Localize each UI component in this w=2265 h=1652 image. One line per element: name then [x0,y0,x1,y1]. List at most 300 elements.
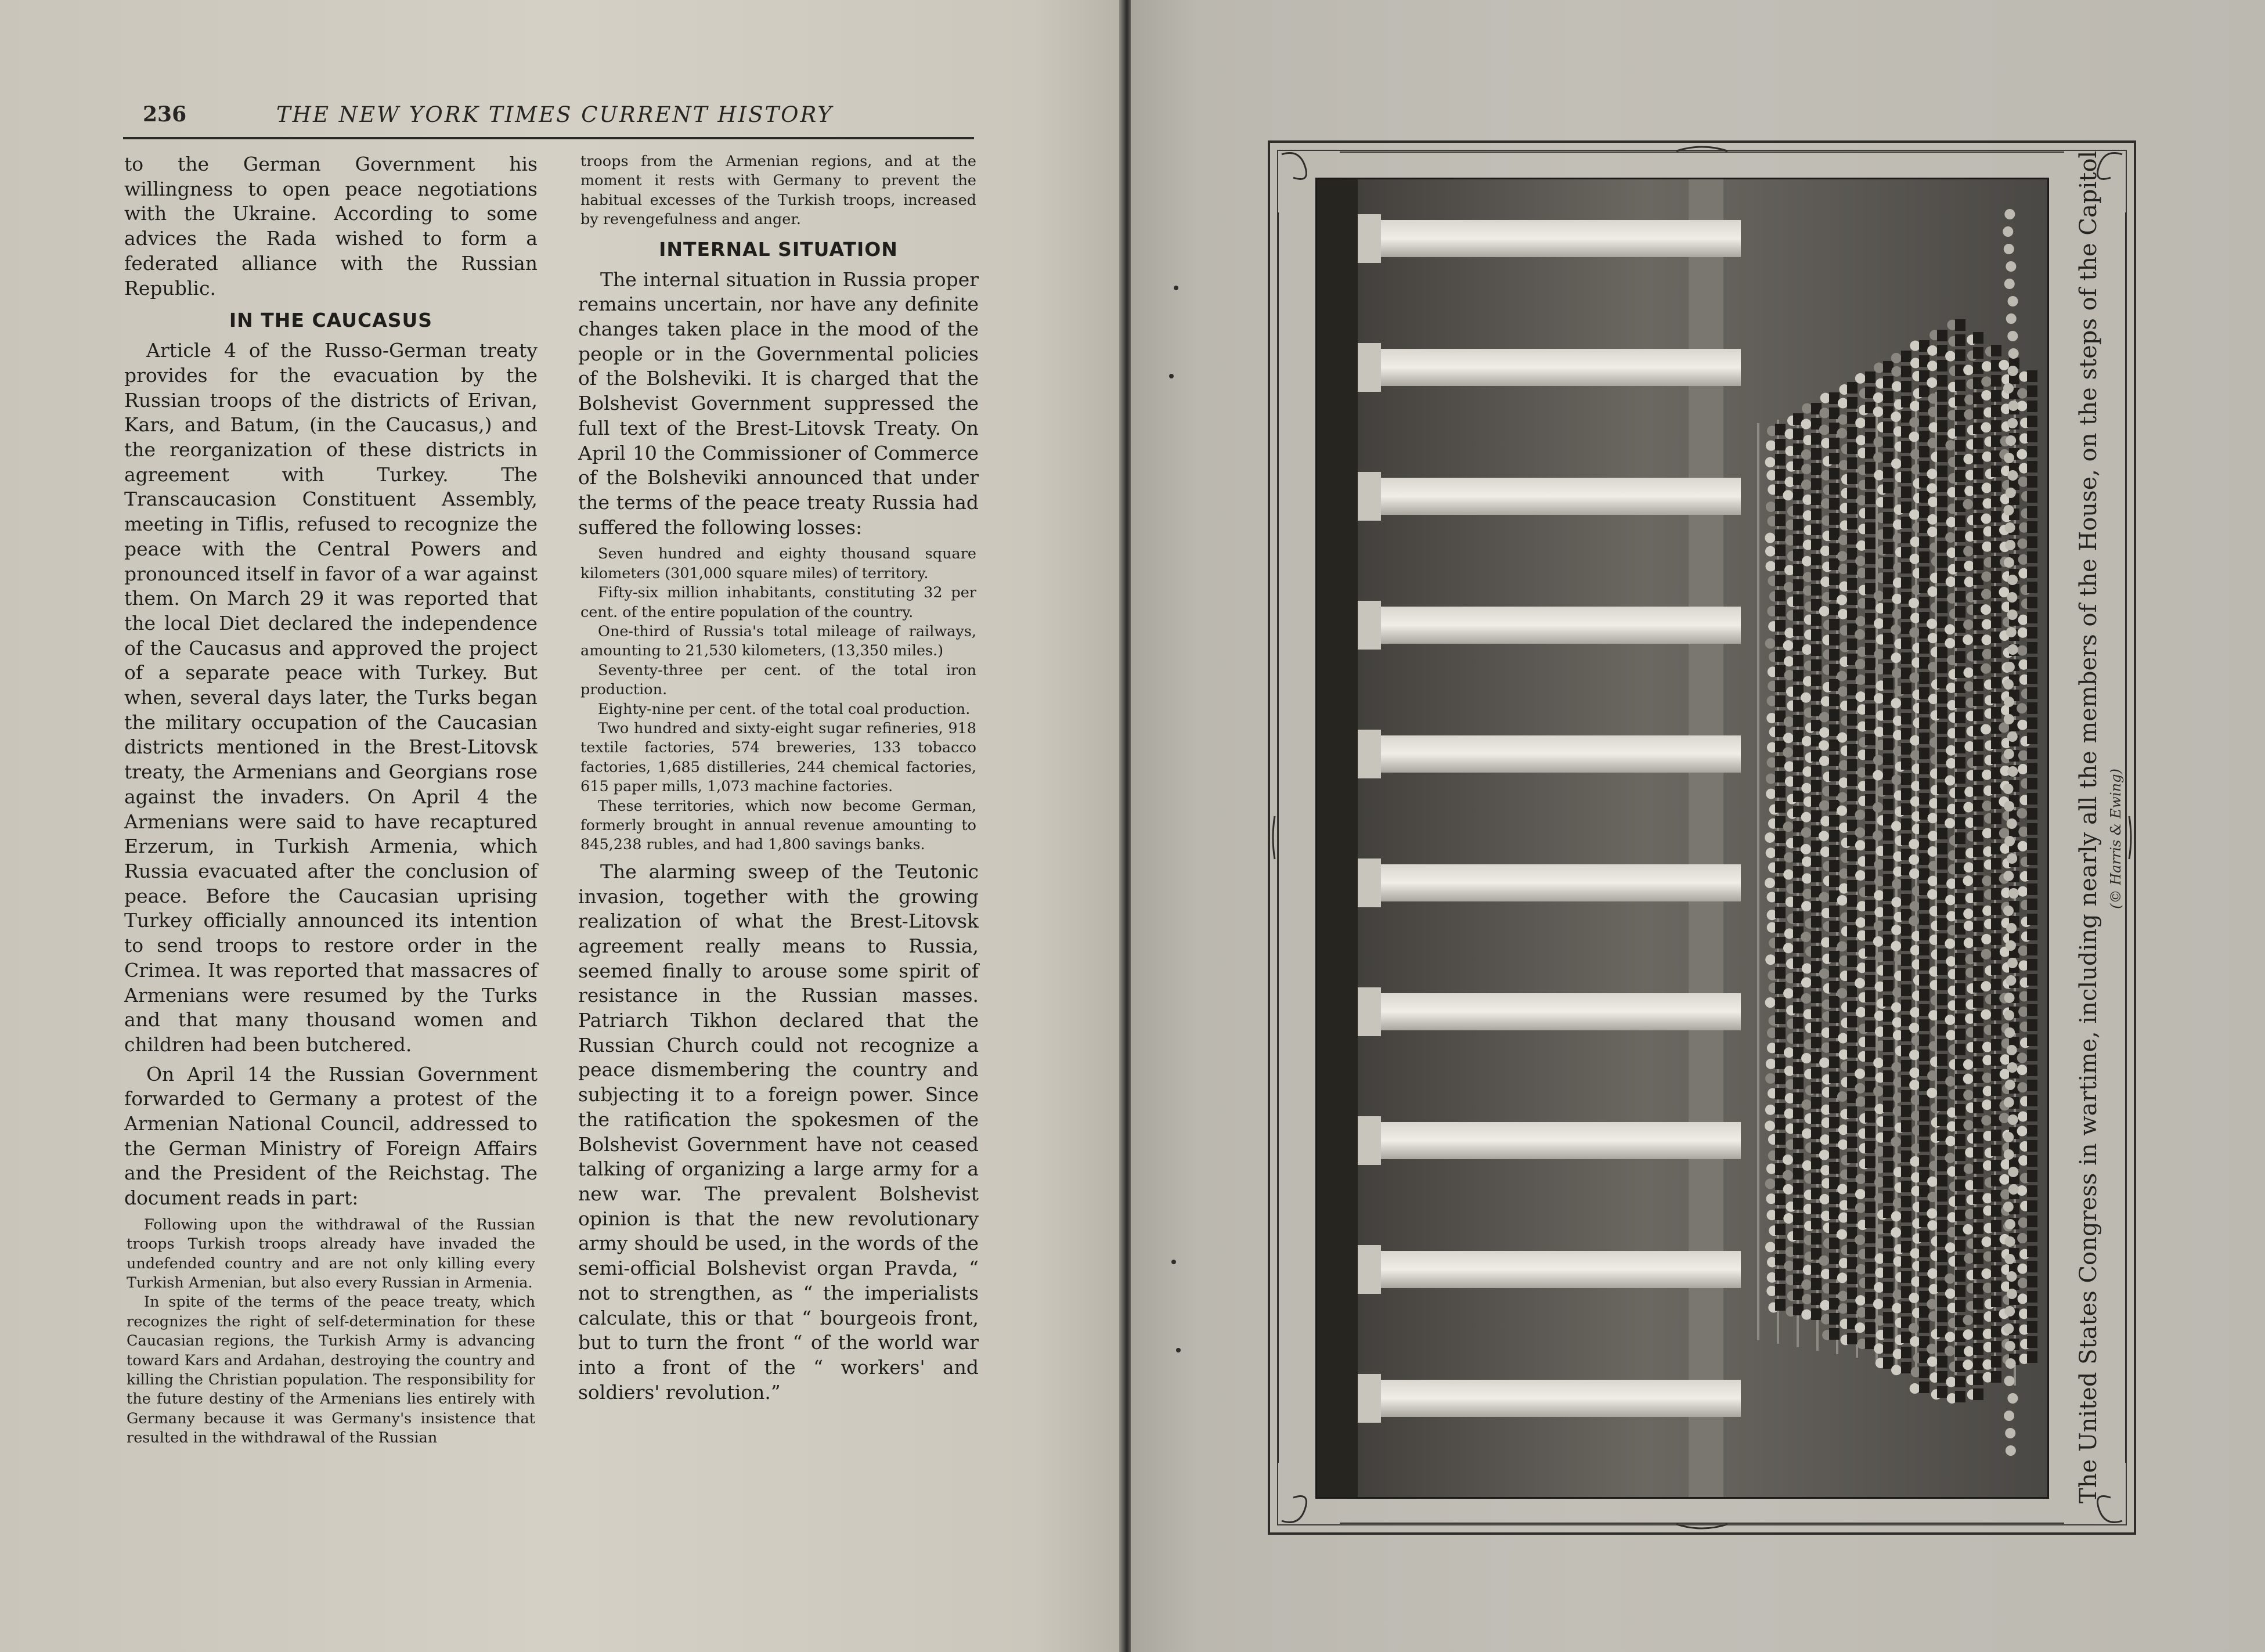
crowd-figure [1891,459,1902,469]
crowd-figure [1801,419,1811,430]
crowd-figure-body [1883,950,1893,961]
crowd-figure-body [1865,870,1876,881]
crowd-figure [1891,821,1902,831]
crowd-figure [2006,435,2016,446]
crowd-figure [1801,844,1811,854]
crowd-figure [1837,428,1847,438]
crowd-figure-body [1829,1238,1840,1249]
crowd-figure [1945,440,1956,450]
crowd-figure [2007,731,2018,742]
crowd-figure [1784,670,1795,680]
left-column [124,152,538,1448]
crowd-figure [1819,1256,1829,1266]
crowd-figure-body [1991,1024,2001,1036]
crowd-figure [2004,244,2014,254]
crowd-figure [1927,438,1938,448]
crowd-figure-body [1793,866,1804,878]
crowd-figure [1909,839,1919,849]
crowd-figure [1964,921,1974,931]
crowd-figure-body [1793,1138,1804,1149]
crowd-figure [1801,827,1812,838]
crowd-figure-body [2027,672,2037,684]
crowd-figure-body [1811,765,1822,777]
crowd-figure-body [1829,1041,1840,1053]
crowd-figure-body [1955,712,1965,723]
crowd-figure [1765,878,1775,888]
crowd-figure-body [1865,1126,1876,1138]
crowd-figure-body [1901,607,1911,619]
crowd-figure-body [1937,390,1947,402]
crowd-figure-body [2027,612,2037,623]
crowd-figure [1855,1189,1866,1199]
crowd-figure [1855,1235,1865,1245]
crowd-figure [1982,1073,1992,1083]
crowd-figure [1801,978,1812,988]
crowd-figure [2005,1219,2015,1229]
crowd-figure [1802,963,1812,973]
crowd-figure-body [1847,850,1858,861]
crowd-figure-body [1811,976,1822,988]
crowd-figure-body [1829,528,1840,540]
crowd-figure [1874,1343,1884,1354]
crowd-figure-body [1829,483,1840,495]
crowd-figure-body [1829,468,1840,479]
crowd-figure-body [1793,579,1804,591]
crowd-figure-body [1865,1202,1876,1213]
crowd-figure [1765,954,1776,965]
crowd-figure-body [1829,438,1840,449]
crowd-figure-body [1973,453,1983,464]
section-heading-internal: INTERNAL SITUATION [659,237,898,261]
crowd-figure-body [1901,984,1911,996]
crowd-figure [1909,417,1920,428]
crowd-figure-body [1937,1250,1947,1262]
crowd-figure-body [2027,974,2037,986]
crowd-figure [2017,1082,2028,1092]
crowd-figure [1855,629,1865,640]
crowd-figure-body [1865,568,1876,579]
crowd-figure-body [1847,789,1858,801]
crowd-figure [1874,470,1884,481]
crowd-figure-body [1829,649,1840,661]
crowd-figure-body [1865,1262,1876,1274]
crowd-figure-body [1847,1001,1858,1012]
crowd-figure-body [1991,1265,2001,1277]
crowd-figure [2004,557,2014,568]
crowd-figure [1963,875,1973,886]
crowd-figure-body [1973,1056,1983,1068]
crowd-figure [1801,901,1812,911]
crowd-figure-body [1901,1090,1911,1102]
crowd-figure [1945,624,1955,634]
crowd-figure-body [1811,1278,1822,1290]
crowd-figure [2006,940,2016,951]
crowd-figure-body [1883,1312,1893,1323]
crowd-figure-body [1829,830,1840,842]
crowd-figure-body [1973,709,1983,721]
crowd-figure [1945,775,1956,786]
crowd-figure-body [1937,1039,1947,1051]
crowd-figure-body [1865,809,1876,821]
crowd-figure-body [1793,1198,1804,1210]
crowd-figure [1910,901,1920,911]
crowd-figure-body [1919,1004,1929,1016]
crowd-figure-body [1901,969,1911,981]
crowd-figure [1909,1023,1920,1033]
crowd-figure-body [2027,763,2037,774]
crowd-figure [2007,418,2018,428]
crowd-figure-body [1955,349,1965,361]
crowd-figure-body [1991,677,2001,688]
crowd-figure [1856,1007,1866,1018]
crowd-figure-body [1973,966,1983,978]
crowd-figure [1819,727,1830,738]
capitol-column [1369,607,1741,644]
paragraph: The internal situation in Russia proper remains uncertain, nor have any definite changes taken place in the mood of the people or in the Governmental policies of the Bolsheviki. It is charged that the Bolshevist Government suppressed the full text of the Brest-Litovsk Treaty. On April 10 the Commissioner of Commerce of the Bolsheviki announced that under the terms of the peace treaty Russia had suffered the following losses: [578,268,979,539]
crowd-figure-body [1955,1044,1965,1055]
crowd-figure-body [1775,997,1786,1009]
crowd-figure-body [1955,968,1965,980]
crowd-figure-body [1919,1080,1929,1091]
crowd-figure-body [1793,942,1804,953]
crowd-figure-body [1973,906,1983,917]
crowd-figure [1982,1099,1992,1110]
crowd-figure-body [1901,954,1911,966]
crowd-figure-body [1991,601,2001,613]
crowd-figure-body [1973,1026,1983,1038]
crowd-figure-body [2027,778,2037,789]
crowd-figure-body [1775,756,1786,767]
crowd-figure [1909,868,1920,879]
crowd-figure [1963,365,1974,375]
crowd-figure [1783,870,1794,880]
crowd-figure-body [1775,1118,1786,1130]
crowd-figure [1765,997,1776,1008]
crowd-figure-body [1991,843,2001,854]
crowd-figure-body [1829,634,1840,645]
crowd-figure [1801,1310,1812,1320]
crowd-figure-body [1829,1117,1840,1128]
crowd-figure-body [1793,594,1804,606]
crowd-figure-body [1973,1102,1983,1113]
crowd-figure [1856,674,1866,685]
crowd-figure-body [1811,720,1822,731]
crowd-figure-body [1883,1070,1893,1082]
crowd-figure-body [2027,1095,2037,1106]
crowd-figure-body [2027,899,2037,910]
crowd-figure [1910,401,1920,412]
crowd-figure [1928,497,1938,507]
crowd-figure [1963,1074,1974,1084]
crowd-figure-body [1901,818,1911,830]
crowd-figure [1837,671,1847,681]
crowd-figure [2006,1445,2016,1456]
crowd-figure-body [1847,940,1858,952]
crowd-figure-body [1775,424,1786,435]
crowd-figure-body [1955,1285,1965,1297]
crowd-figure-body [1919,1155,1929,1167]
crowd-figure [1964,409,1974,420]
crowd-figure-body [1919,1382,1929,1393]
crowd-figure-body [1811,946,1822,958]
crowd-figure-body [1865,538,1876,549]
column-capital [1358,1116,1381,1165]
crowd-figure [2007,592,2017,603]
crowd-figure [1963,546,1974,557]
crowd-figure-body [1829,407,1840,419]
crowd-figure-body [1793,1153,1804,1164]
crowd-figure-body [1793,791,1804,802]
crowd-figure [1909,1067,1920,1078]
crowd-figure [1838,1291,1848,1301]
crowd-figure [2008,1114,2018,1125]
header-rule [123,137,974,139]
crowd-figure-body [1955,561,1965,572]
crowd-figure-body [1811,856,1822,867]
crowd-figure-body [1829,558,1840,570]
crowd-figure [1909,1293,1919,1303]
crowd-figure [1963,908,1974,919]
crowd-figure [1928,846,1938,857]
crowd-figure-body [1883,467,1893,478]
crowd-figure [2004,1027,2015,1038]
crowd-figure-body [1829,996,1840,1008]
crowd-figure [1891,1062,1902,1073]
crowd-figure-body [1901,366,1911,377]
crowd-figure [1945,939,1955,949]
crowd-figure-body [1811,644,1822,656]
crowd-figure-body [2027,944,2037,955]
crowd-figure [1892,668,1902,679]
crowd-figure-body [1937,360,1947,371]
crowd-figure-body [1829,906,1840,917]
crowd-figure [1783,640,1794,651]
crowd-figure [1784,582,1794,592]
crowd-figure [1910,536,1921,547]
crowd-figure-body [1883,1116,1893,1127]
crowd-figure [1910,1156,1920,1167]
crowd-figure [1910,1007,1920,1018]
crowd-figure-body [1937,752,1947,764]
crowd-figure [1801,783,1812,793]
crowd-figure [1891,366,1902,377]
crowd-figure-body [1793,1258,1804,1270]
crowd-figure-body [1973,921,1983,932]
crowd-figure-body [1955,606,1965,618]
crowd-figure-body [2027,431,2037,442]
paragraph: The alarming sweep of the Teutonic invasion, together with the growing realization of what the Brest-Litovsk agreement really means to Russia, seemed finally to arouse some spirit of resistance in the Russian masses. Patriarch Tikhon declared that the Russian Church could not recognize a peace dismembering the country and subjecting it to a foreign power. Since the ratification the spokesmen of the Bolshevist Government have not ceased talking of organizing a large army for a new war. The prevalent Bolshevist opinion is that the new revolutionary army should be used, in the words of the semi-official Bolshevist organ Pravda, “ not to strengthen, as “ the imperialists calculate, this or that “ bourgeois front, but to turn the front “ of the world war into a front of the “ workers' and soldiers' revolution.” [578,860,979,1404]
crowd-figure-body [2027,1080,2037,1091]
crowd-figure [1766,441,1776,451]
crowd-figure [1927,360,1938,371]
crowd-figure [1874,1282,1884,1293]
crowd-figure-body [1775,877,1786,888]
crowd-figure-body [1919,597,1929,608]
crowd-figure [1856,1096,1866,1107]
crowd-figure-body [1811,1203,1822,1214]
crowd-figure-body [1919,944,1929,955]
crowd-figure-body [1919,1019,1929,1031]
crowd-figure-body [1793,1092,1804,1104]
crowd-figure-body [1865,1217,1876,1228]
column-capital [1358,1245,1381,1294]
crowd-figure [1927,1208,1937,1218]
crowd-figure-body [1883,557,1893,569]
crowd-figure-body [1865,719,1876,730]
crowd-figure-body [1847,457,1858,469]
column-capital [1358,343,1381,392]
crowd-figure-body [1883,1085,1893,1097]
crowd-figure-body [1883,844,1893,856]
crowd-figure-body [1865,1066,1876,1077]
crowd-figure [1838,686,1848,697]
crowd-figure-body [1901,1226,1911,1238]
crowd-figure-body [1901,939,1911,951]
crowd-figure-body [1919,823,1929,835]
crowd-figure-body [1883,437,1893,448]
crowd-figure-body [1829,1283,1840,1294]
crowd-figure-body [1991,1130,2001,1141]
crowd-figure-body [1865,794,1876,806]
crowd-figure-body [1991,752,2001,764]
crowd-figure [1928,407,1938,417]
crowd-figure-body [1775,1224,1786,1235]
crowd-figure [2006,975,2016,986]
crowd-figure-body [1955,787,1965,799]
crowd-figure [1784,1047,1794,1058]
crowd-figure-body [1883,723,1893,735]
crowd-figure [1802,1128,1812,1139]
crowd-figure-body [1955,1104,1965,1116]
crowd-figure-body [1865,553,1876,564]
crowd-figure-body [1937,1356,1947,1368]
crowd-figure-body [1883,738,1893,750]
crowd-figure [1784,1261,1794,1271]
crowd-figure-body [1955,893,1965,904]
crowd-figure-body [1901,652,1911,664]
crowd-figure-body [1865,900,1876,911]
crowd-figure-body [1829,453,1840,464]
crowd-figure [1927,586,1938,597]
crowd-figure-body [1865,1020,1876,1032]
crowd-figure [1945,1153,1955,1163]
crowd-figure [2007,1289,2017,1299]
crowd-figure [1855,810,1866,820]
crowd-figure-body [2027,491,2037,503]
crowd-figure-body [1937,511,1947,522]
crowd-figure [1819,831,1829,841]
crowd-figure-body [2027,385,2037,397]
crowd-figure [1766,502,1776,512]
crowd-figure-body [1811,1067,1822,1079]
crowd-figure-body [1901,471,1911,483]
crowd-figure [1873,452,1884,463]
crowd-figure-body [2027,687,2037,699]
crowd-figure [1801,464,1812,474]
crowd-figure-body [1991,1250,2001,1262]
crowd-figure-body [1775,620,1786,632]
crowd-figure [2004,453,2014,463]
crowd-figure-body [1901,441,1911,453]
crowd-figure-body [1919,717,1929,729]
crowd-figure-body [1955,832,1965,844]
crowd-figure-body [1919,567,1929,578]
crowd-figure-body [1901,1150,1911,1162]
crowd-figure-body [1991,375,2001,387]
crowd-figure-body [1937,601,1947,613]
crowd-figure [1837,1229,1847,1239]
crowd-figure-body [1991,1281,2001,1292]
crowd-figure [1820,1300,1830,1311]
crowd-figure [1964,1163,1974,1174]
crowd-figure-body [1973,1207,1983,1219]
crowd-figure-body [1775,1027,1786,1039]
crowd-figure [2007,1393,2018,1404]
crowd-figure-body [1955,1029,1965,1040]
crowd-figure-body [1865,1186,1876,1198]
crowd-figure [1837,733,1848,743]
crowd-figure [1873,1299,1884,1310]
crowd-figure-body [1775,514,1786,526]
crowd-figure-body [2027,1019,2037,1031]
crowd-figure-body [2027,1049,2037,1061]
crowd-figure [1909,673,1920,683]
crowd-figure-body [1919,446,1929,457]
crowd-figure-body [1991,481,2001,492]
crowd-figure-body [1811,659,1822,671]
section-heading-caucasus: IN THE CAUCASUS [229,309,433,332]
crowd-figure-body [1973,558,1983,570]
crowd-figure-body [1955,410,1965,421]
crowd-figure-body [1811,569,1822,580]
crowd-figure [1855,1295,1866,1305]
crowd-figure-body [2027,989,2037,1001]
crowd-figure [2008,366,2018,376]
crowd-figure-body [1955,742,1965,753]
crowd-figure-body [1991,1296,2001,1307]
crowd-figure [1963,499,1973,510]
crowd-figure-body [1883,1025,1893,1037]
crowd-figure-body [1829,1102,1840,1113]
crowd-figure [1873,755,1884,766]
crowd-figure-body [1811,1308,1822,1320]
crowd-figure-body [1901,1015,1911,1026]
capitol-column [1369,478,1741,515]
crowd-figure [1982,800,1992,811]
crowd-figure-body [1775,861,1786,873]
crowd-figure [1873,770,1883,781]
paragraph: On April 14 the Russian Government forwarded to Germany a protest of the Armenian National Council, addressed to the German Ministry of Foreign Affairs and the President of the Reichstag. The document reads in part: [124,1062,538,1210]
crowd-figure-body [1847,1046,1858,1058]
crowd-figure-body [1955,1391,1965,1402]
crowd-figure [1946,1377,1956,1387]
quoted-paragraph: Following upon the withdrawal of the Russian troops Turkish troops already have invaded the undefended country and are not only killing every Turkish Armenian, but also every Russian in Armenia. [127,1215,535,1292]
crowd-figure [2003,906,2014,916]
crowd-figure [1946,683,1957,693]
crowd-figure-body [1847,1272,1858,1284]
crowd-figure [1982,649,1993,659]
crowd-figure-body [1919,1276,1929,1287]
crowd-figure [2004,1149,2014,1160]
crowd-figure-body [1775,786,1786,798]
crowd-figure-body [1775,1254,1786,1265]
crowd-figure-body [1793,504,1804,515]
crowd-figure-body [1919,763,1929,774]
crowd-figure [1874,618,1884,629]
crowd-figure-body [2027,627,2037,639]
crowd-figure [1856,917,1866,928]
crowd-figure-body [2027,1140,2037,1152]
